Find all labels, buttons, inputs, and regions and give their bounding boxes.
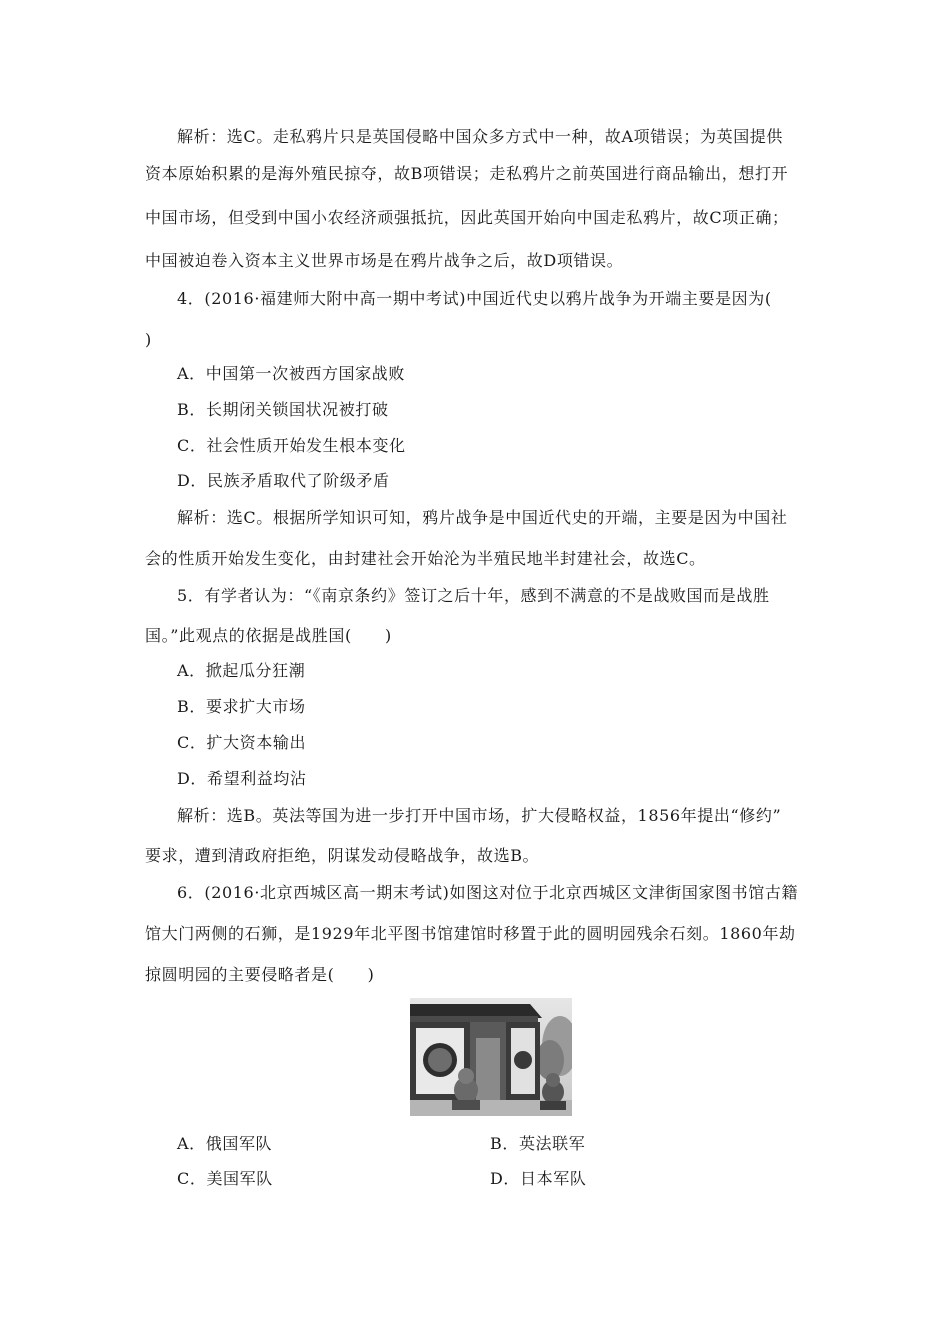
q5-option-d: D．希望利益均沾 xyxy=(177,769,307,788)
q5-analysis-line-2: 要求，遭到清政府拒绝，阴谋发动侵略战争，故选B。 xyxy=(145,846,540,865)
q5-stem-line-1: 5．有学者认为：“《南京条约》签订之后十年，感到不满意的不是战败国而是战胜 xyxy=(177,586,770,605)
q4-stem-line-1: 4．(2016·福建师大附中高一期中考试)中国近代史以鸦片战争为开端主要是因为( xyxy=(177,289,772,308)
q6-stem-line-1: 6．(2016·北京西城区高一期末考试)如图这对位于北京西城区文津街国家图书馆古籍 xyxy=(177,883,799,902)
q4-analysis-line-1: 解析：选C。根据所学知识可知，鸦片战争是中国近代史的开端，主要是因为中国社 xyxy=(177,508,788,527)
q6-stem-line-2: 馆大门两侧的石狮，是1929年北平图书馆建馆时移置于此的圆明园残余石刻。1860年劫 xyxy=(145,924,796,943)
q4-option-c: C．社会性质开始发生根本变化 xyxy=(177,436,406,455)
q5-option-c: C．扩大资本输出 xyxy=(177,733,307,752)
q4-option-a: A．中国第一次被西方国家战败 xyxy=(177,364,405,383)
q3-analysis-line-4: 中国被迫卷入资本主义世界市场是在鸦片战争之后，故D项错误。 xyxy=(145,251,624,270)
stone-lions-photo xyxy=(410,998,572,1116)
q5-stem-line-2: 国。”此观点的依据是战胜国( ) xyxy=(145,626,392,645)
q3-analysis-line-2: 资本原始积累的是海外殖民掠夺，故B项错误；走私鸦片之前英国进行商品输出，想打开 xyxy=(145,164,789,183)
q3-analysis-line-3: 中国市场，但受到中国小农经济顽强抵抗，因此英国开始向中国走私鸦片，故C项正确； xyxy=(145,208,789,227)
q4-option-b: B．长期闭关锁国状况被打破 xyxy=(177,400,389,419)
q4-stem-line-2: ) xyxy=(145,330,152,349)
q4-analysis-line-2: 会的性质开始发生变化，由封建社会开始沦为半殖民地半封建社会，故选C。 xyxy=(145,549,706,568)
q6-option-c: C．美国军队 xyxy=(177,1169,273,1188)
q6-stem-line-3: 掠圆明园的主要侵略者是( ) xyxy=(145,965,375,984)
q3-analysis-line-1: 解析：选C。走私鸦片只是英国侵略中国众多方式中一种，故A项错误；为英国提供 xyxy=(177,127,783,146)
q6-option-d: D．日本军队 xyxy=(490,1169,587,1188)
q5-analysis-line-1: 解析：选B。英法等国为进一步打开中国市场，扩大侵略权益，1856年提出“修约” xyxy=(177,806,782,825)
q5-option-a: A．掀起瓜分狂潮 xyxy=(177,661,306,680)
q5-option-b: B．要求扩大市场 xyxy=(177,697,306,716)
q4-option-d: D．民族矛盾取代了阶级矛盾 xyxy=(177,471,390,490)
q6-option-b: B．英法联军 xyxy=(490,1134,586,1153)
q6-option-a: A．俄国军队 xyxy=(177,1134,273,1153)
